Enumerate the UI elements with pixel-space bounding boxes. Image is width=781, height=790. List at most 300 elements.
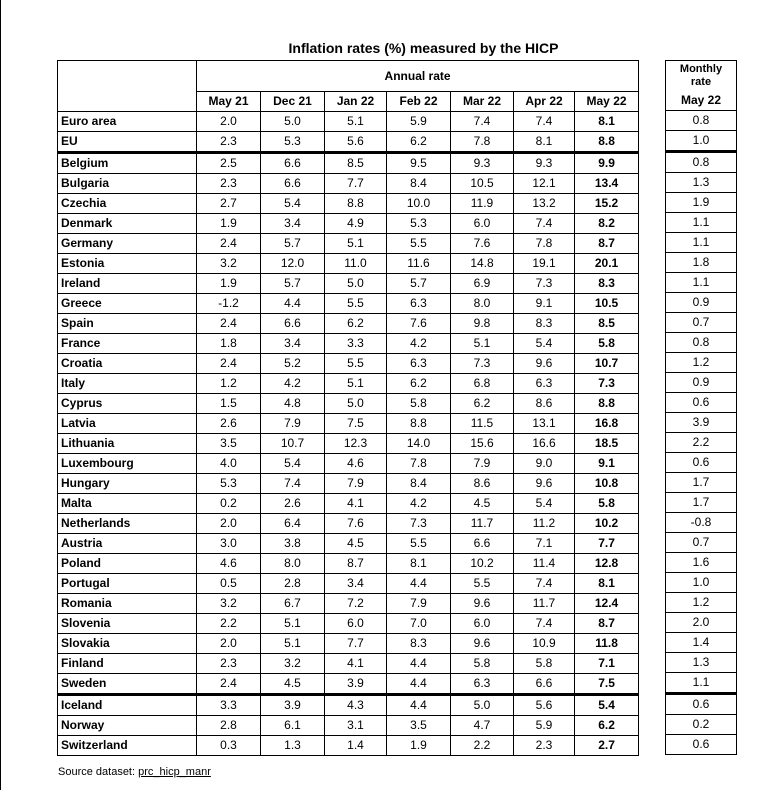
annual-rate-cell: 5.0: [451, 695, 514, 716]
annual-rate-cell: 5.1: [261, 634, 325, 654]
annual-rate-cell: 16.6: [514, 434, 575, 454]
annual-rate-cell: 3.4: [261, 334, 325, 354]
country-name: Malta: [58, 494, 197, 514]
annual-rate-cell: 5.1: [325, 374, 387, 394]
annual-rate-cell: 4.6: [325, 454, 387, 474]
annual-rate-cell: 7.8: [514, 234, 575, 254]
annual-rate-cell: 4.2: [387, 334, 451, 354]
annual-rate-cell: 5.3: [261, 132, 325, 153]
monthly-row: [666, 273, 737, 293]
annual-rate-cell: 2.8: [261, 574, 325, 594]
monthly-rate-cell: 1.7: [666, 493, 737, 513]
table-row: [58, 514, 639, 534]
annual-rate-cell: 0.2: [197, 494, 261, 514]
annual-rate-cell: 7.4: [514, 112, 575, 132]
annual-rate-cell: 4.7: [451, 716, 514, 736]
annual-rate-cell: 1.8: [197, 334, 261, 354]
annual-rate-cell: 2.4: [197, 314, 261, 334]
annual-rate-cell: 2.2: [197, 614, 261, 634]
country-name: Switzerland: [61, 738, 128, 752]
annual-rate-cell: 11.8: [575, 634, 639, 654]
table-row: [58, 695, 639, 716]
monthly-rate-header-line1: Monthly: [679, 63, 723, 75]
annual-rate-cell: 5.5: [451, 574, 514, 594]
annual-rate-cell: 6.3: [387, 294, 451, 314]
annual-rate-cell: 3.5: [197, 434, 261, 454]
annual-rate-cell: 18.5: [575, 434, 639, 454]
annual-rate-cell: 11.4: [514, 554, 575, 574]
annual-rate-cell: 6.3: [387, 354, 451, 374]
annual-rate-cell: 9.8: [451, 314, 514, 334]
annual-rate-cell: 1.9: [197, 274, 261, 294]
monthly-rate-cell: 1.6: [666, 553, 737, 573]
column-header: Apr 22: [514, 92, 575, 112]
annual-rate-cell: 5.0: [261, 112, 325, 132]
monthly-row: [666, 193, 737, 213]
annual-rate-cell: 8.6: [514, 394, 575, 414]
annual-rate-cell: 5.8: [451, 654, 514, 674]
annual-rate-cell: 3.8: [261, 534, 325, 554]
monthly-row: [666, 173, 737, 193]
annual-rate-cell: 8.3: [514, 314, 575, 334]
annual-rate-cell: 5.3: [387, 214, 451, 234]
annual-rate-cell: 6.3: [514, 374, 575, 394]
annual-rate-cell: 4.4: [387, 674, 451, 695]
monthly-rate-cell: 0.9: [666, 293, 737, 313]
annual-rate-cell: 2.7: [197, 194, 261, 214]
country-name: Portugal: [58, 574, 197, 594]
annual-rate-cell: 11.7: [514, 594, 575, 614]
annual-rate-cell: 7.7: [325, 634, 387, 654]
annual-rate-cell: 4.5: [325, 534, 387, 554]
annual-rate-cell: 19.1: [514, 254, 575, 274]
monthly-rate-cell: 2.0: [666, 613, 737, 633]
annual-rate-cell: 8.1: [575, 574, 639, 594]
annual-rate-cell: 4.4: [261, 294, 325, 314]
annual-rate-cell: 8.1: [514, 132, 575, 153]
monthly-rate-cell: 1.3: [666, 653, 737, 673]
annual-rate-cell: 9.3: [451, 153, 514, 174]
country-name: Euro area: [58, 112, 197, 132]
country-name: Spain: [58, 314, 197, 334]
table-row: [58, 634, 639, 654]
annual-rate-cell: 3.1: [325, 716, 387, 736]
annual-rate-cell: 4.4: [387, 574, 451, 594]
annual-rate-cell: 8.4: [387, 474, 451, 494]
annual-rate-cell: 6.6: [514, 674, 575, 695]
annual-rate-cell: -1.2: [197, 294, 261, 314]
annual-rate-cell: 7.9: [451, 454, 514, 474]
country-name: Iceland: [58, 695, 197, 716]
annual-rate-cell: 2.0: [197, 112, 261, 132]
annual-rate-cell: 5.9: [514, 716, 575, 736]
annual-rate-cell: 5.6: [514, 695, 575, 716]
annual-rate-cell: 13.4: [575, 174, 639, 194]
annual-rate-cell: 8.1: [575, 112, 639, 132]
annual-rate-cell: 6.6: [261, 153, 325, 174]
annual-rate-table: [57, 60, 639, 756]
annual-rate-cell: 12.3: [325, 434, 387, 454]
annual-rate-cell: 8.7: [325, 554, 387, 574]
monthly-rate-cell: 0.9: [666, 373, 737, 393]
monthly-rate-cell: 2.2: [666, 433, 737, 453]
annual-rate-cell: 1.9: [387, 736, 451, 756]
annual-rate-cell: 7.4: [261, 474, 325, 494]
monthly-rate-cell: 1.1: [666, 233, 737, 253]
monthly-rate-header: [666, 61, 737, 92]
monthly-rate-cell: 1.1: [666, 213, 737, 233]
table-row: [58, 594, 639, 614]
annual-rate-cell: 6.2: [387, 374, 451, 394]
monthly-rate-cell: 1.2: [666, 353, 737, 373]
annual-rate-cell: 11.9: [451, 194, 514, 214]
annual-rate-cell: 7.2: [325, 594, 387, 614]
monthly-rate-cell: 3.9: [666, 413, 737, 433]
annual-rate-cell: 11.6: [387, 254, 451, 274]
country-name: Bulgaria: [58, 174, 197, 194]
annual-rate-cell: 0.5: [197, 574, 261, 594]
annual-rate-cell: 2.3: [197, 654, 261, 674]
annual-rate-cell: 11.0: [325, 254, 387, 274]
annual-rate-cell: 2.2: [451, 736, 514, 756]
monthly-row: [666, 673, 737, 694]
annual-rate-cell: 8.7: [575, 614, 639, 634]
annual-rate-cell: 8.0: [261, 554, 325, 574]
annual-rate-cell: 5.4: [514, 494, 575, 514]
annual-rate-cell: 7.9: [325, 474, 387, 494]
annual-rate-cell: 14.0: [387, 434, 451, 454]
table-row: [58, 254, 639, 274]
annual-rate-cell: 2.3: [197, 174, 261, 194]
annual-rate-cell: 9.6: [451, 634, 514, 654]
monthly-row: [666, 513, 737, 533]
source-dataset-link[interactable]: prc_hicp_manr: [138, 766, 211, 778]
monthly-row: [666, 213, 737, 233]
annual-rate-cell: 3.3: [325, 334, 387, 354]
annual-rate-cell: 7.3: [575, 374, 639, 394]
annual-rate-cell: 3.4: [325, 574, 387, 594]
table-title: Inflation rates (%) measured by the HICP: [288, 40, 559, 56]
monthly-row: [666, 373, 737, 393]
annual-rate-cell: 6.8: [451, 374, 514, 394]
country-name: Ireland: [58, 274, 197, 294]
monthly-row: [666, 473, 737, 493]
monthly-row: [666, 533, 737, 553]
annual-rate-cell: 5.5: [387, 234, 451, 254]
annual-rate-cell: 6.9: [451, 274, 514, 294]
country-name: Croatia: [58, 354, 197, 374]
annual-rate-cell: 5.8: [514, 654, 575, 674]
annual-rate-cell: 6.2: [325, 314, 387, 334]
annual-rate-cell: 16.8: [575, 414, 639, 434]
monthly-rate-cell: 1.1: [666, 273, 737, 293]
country-name: Belgium: [58, 153, 197, 174]
annual-rate-cell: 6.6: [261, 174, 325, 194]
country-name: Luxembourg: [58, 454, 197, 474]
annual-rate-cell: 8.8: [575, 394, 639, 414]
table-row: [58, 274, 639, 294]
annual-rate-cell: 10.8: [575, 474, 639, 494]
monthly-rate-cell: 0.6: [666, 694, 737, 715]
annual-rate-cell: 6.6: [261, 314, 325, 334]
annual-rate-cell: 10.2: [451, 554, 514, 574]
monthly-row: [666, 413, 737, 433]
annual-rate-cell: 5.8: [387, 394, 451, 414]
annual-rate-cell: 2.4: [197, 234, 261, 254]
annual-rate-cell: 8.2: [575, 214, 639, 234]
annual-rate-cell: 4.6: [197, 554, 261, 574]
source-note: [58, 766, 211, 778]
monthly-rate-cell: 1.0: [666, 131, 737, 152]
annual-rate-cell: 3.3: [197, 695, 261, 716]
monthly-row: [666, 393, 737, 413]
monthly-rate-cell: 0.6: [666, 453, 737, 473]
table-row: [58, 234, 639, 254]
annual-rate-cell: 5.8: [575, 334, 639, 354]
annual-rate-cell: 2.5: [197, 153, 261, 174]
country-name: Sweden: [58, 674, 197, 695]
monthly-row: [666, 715, 737, 735]
country-name: Hungary: [58, 474, 197, 494]
annual-rate-cell: 2.7: [575, 736, 639, 756]
annual-rate-cell: 7.9: [261, 414, 325, 434]
monthly-rate-cell: 1.3: [666, 173, 737, 193]
annual-rate-cell: 1.9: [197, 214, 261, 234]
country-name: Germany: [58, 234, 197, 254]
monthly-rate-cell: 0.8: [666, 152, 737, 173]
column-header: Feb 22: [387, 92, 451, 112]
annual-rate-cell: 7.6: [451, 234, 514, 254]
monthly-row: [666, 152, 737, 173]
annual-rate-cell: 4.9: [325, 214, 387, 234]
monthly-row: [666, 453, 737, 473]
table-row: [58, 534, 639, 554]
annual-rate-cell: 2.3: [197, 132, 261, 153]
monthly-rate-cell: 0.8: [666, 333, 737, 353]
annual-rate-cell: 5.6: [325, 132, 387, 153]
annual-rate-cell: 3.4: [261, 214, 325, 234]
annual-rate-cell: 5.3: [197, 474, 261, 494]
name-header-cell: [58, 92, 197, 112]
annual-rate-cell: 6.2: [575, 716, 639, 736]
monthly-row: [666, 735, 737, 755]
annual-rate-cell: 8.3: [575, 274, 639, 294]
monthly-rate-cell: 0.8: [666, 111, 737, 131]
annual-rate-cell: 5.2: [261, 354, 325, 374]
monthly-column-header: May 22: [666, 91, 737, 111]
annual-rate-cell: 9.9: [575, 153, 639, 174]
table-row: [58, 614, 639, 634]
annual-rate-cell: 6.0: [451, 214, 514, 234]
monthly-row: [666, 313, 737, 333]
country-name: Denmark: [58, 214, 197, 234]
annual-rate-cell: 4.8: [261, 394, 325, 414]
annual-rate-cell: 12.4: [575, 594, 639, 614]
annual-rate-cell: 8.4: [387, 174, 451, 194]
annual-rate-cell: 7.5: [575, 674, 639, 695]
annual-rate-cell: 4.3: [325, 695, 387, 716]
annual-rate-cell: 10.5: [451, 174, 514, 194]
annual-rate-cell: 7.8: [387, 454, 451, 474]
annual-rate-cell: 10.2: [575, 514, 639, 534]
annual-rate-cell: 2.6: [261, 494, 325, 514]
annual-rate-cell: 3.9: [325, 674, 387, 695]
table-row: [58, 214, 639, 234]
monthly-row: [666, 333, 737, 353]
annual-rate-cell: 1.2: [197, 374, 261, 394]
annual-rate-cell: 5.4: [261, 194, 325, 214]
monthly-row: [666, 433, 737, 453]
table-row: [58, 354, 639, 374]
annual-rate-cell: 2.6: [197, 414, 261, 434]
annual-rate-cell: 11.5: [451, 414, 514, 434]
table-row: [58, 494, 639, 514]
annual-rate-cell: 7.4: [451, 112, 514, 132]
annual-rate-cell: 4.2: [261, 374, 325, 394]
annual-rate-cell: 2.4: [197, 674, 261, 695]
monthly-rate-cell: 1.2: [666, 593, 737, 613]
annual-rate-cell: 15.6: [451, 434, 514, 454]
annual-rate-cell: 1.3: [261, 736, 325, 756]
country-name: EU: [58, 132, 197, 153]
annual-rate-cell: 9.0: [514, 454, 575, 474]
annual-rate-cell: 4.1: [325, 654, 387, 674]
country-name: Norway: [58, 716, 197, 736]
annual-rate-cell: 0.3: [197, 736, 261, 756]
annual-rate-cell: 6.3: [451, 674, 514, 695]
monthly-row: [666, 233, 737, 253]
annual-rate-cell: 9.1: [575, 454, 639, 474]
monthly-row: [666, 253, 737, 273]
table-row: [58, 554, 639, 574]
country-name: Netherlands: [58, 514, 197, 534]
annual-rate-cell: 2.0: [197, 634, 261, 654]
annual-rate-cell: 4.0: [197, 454, 261, 474]
annual-rate-cell: 2.3: [514, 736, 575, 756]
annual-rate-cell: 4.1: [325, 494, 387, 514]
monthly-row: [666, 653, 737, 673]
monthly-rate-cell: 0.6: [692, 737, 710, 751]
country-name: Poland: [58, 554, 197, 574]
annual-rate-cell: 8.5: [575, 314, 639, 334]
annual-rate-cell: 10.7: [575, 354, 639, 374]
annual-rate-cell: 5.1: [451, 334, 514, 354]
annual-rate-cell: 8.5: [325, 153, 387, 174]
annual-rate-cell: 3.5: [387, 716, 451, 736]
corner-cell: [58, 61, 197, 92]
country-name: Italy: [58, 374, 197, 394]
monthly-rate-cell: 1.8: [666, 253, 737, 273]
table-row: [58, 132, 639, 153]
monthly-row: [666, 293, 737, 313]
annual-rate-cell: 5.9: [387, 112, 451, 132]
annual-rate-cell: 15.2: [575, 194, 639, 214]
annual-rate-cell: 8.8: [575, 132, 639, 153]
annual-rate-header: Annual rate: [197, 61, 639, 92]
table-row: [58, 414, 639, 434]
annual-rate-cell: 1.4: [325, 736, 387, 756]
monthly-row: [666, 613, 737, 633]
annual-rate-cell: 7.7: [575, 534, 639, 554]
annual-rate-cell: 12.1: [514, 174, 575, 194]
annual-rate-cell: 7.6: [325, 514, 387, 534]
annual-rate-cell: 5.1: [261, 614, 325, 634]
monthly-rate-cell: 0.2: [666, 715, 737, 735]
table-row: [58, 314, 639, 334]
annual-rate-cell: 5.7: [261, 234, 325, 254]
country-name: Slovakia: [58, 634, 197, 654]
annual-rate-cell: 7.3: [514, 274, 575, 294]
annual-rate-cell: 10.9: [514, 634, 575, 654]
annual-rate-cell: 7.3: [451, 354, 514, 374]
annual-rate-cell: 12.0: [261, 254, 325, 274]
annual-rate-cell: 11.7: [451, 514, 514, 534]
annual-rate-cell: 4.4: [387, 654, 451, 674]
annual-rate-cell: 8.8: [325, 194, 387, 214]
table-row: [58, 434, 639, 454]
annual-rate-cell: 5.0: [325, 274, 387, 294]
column-header: May 22: [575, 92, 639, 112]
annual-rate-cell: 9.6: [514, 474, 575, 494]
annual-rate-cell: 7.5: [325, 414, 387, 434]
annual-rate-cell: 14.8: [451, 254, 514, 274]
monthly-rate-cell: 1.9: [666, 193, 737, 213]
annual-rate-cell: 4.5: [451, 494, 514, 514]
country-name: Greece: [58, 294, 197, 314]
annual-rate-cell: 7.3: [387, 514, 451, 534]
annual-rate-cell: 5.8: [575, 494, 639, 514]
annual-rate-cell: 7.8: [451, 132, 514, 153]
annual-rate-cell: 9.6: [514, 354, 575, 374]
annual-rate-cell: 2.8: [197, 716, 261, 736]
annual-rate-cell: 6.2: [387, 132, 451, 153]
column-header: Jan 22: [325, 92, 387, 112]
annual-rate-cell: 7.1: [514, 534, 575, 554]
table-row: [58, 294, 639, 314]
annual-rate-cell: 5.5: [325, 294, 387, 314]
annual-rate-cell: 8.0: [451, 294, 514, 314]
annual-rate-cell: 9.6: [451, 594, 514, 614]
monthly-rate-table: [665, 60, 737, 755]
monthly-rate-cell: 1.1: [666, 673, 737, 694]
table-row: [58, 716, 639, 736]
country-name: Finland: [58, 654, 197, 674]
country-name: France: [58, 334, 197, 354]
monthly-row: [666, 694, 737, 715]
annual-rate-cell: 8.7: [575, 234, 639, 254]
annual-rate-cell: 6.0: [325, 614, 387, 634]
annual-rate-cell: 3.2: [261, 654, 325, 674]
country-name: Austria: [58, 534, 197, 554]
annual-rate-cell: 3.2: [197, 254, 261, 274]
table-row: [58, 112, 639, 132]
monthly-row: [666, 593, 737, 613]
table-row: [58, 153, 639, 174]
annual-rate-cell: 6.6: [451, 534, 514, 554]
annual-rate-cell: 3.9: [261, 695, 325, 716]
table-row: [58, 174, 639, 194]
annual-rate-cell: 5.1: [325, 234, 387, 254]
annual-rate-cell: 8.1: [387, 554, 451, 574]
monthly-row: [666, 553, 737, 573]
annual-rate-cell: 2.0: [197, 514, 261, 534]
annual-rate-cell: 3.0: [197, 534, 261, 554]
annual-rate-cell: 4.5: [261, 674, 325, 695]
annual-rate-cell: 20.1: [575, 254, 639, 274]
annual-rate-cell: 7.1: [575, 654, 639, 674]
table-row: [58, 736, 639, 756]
monthly-row: [666, 493, 737, 513]
